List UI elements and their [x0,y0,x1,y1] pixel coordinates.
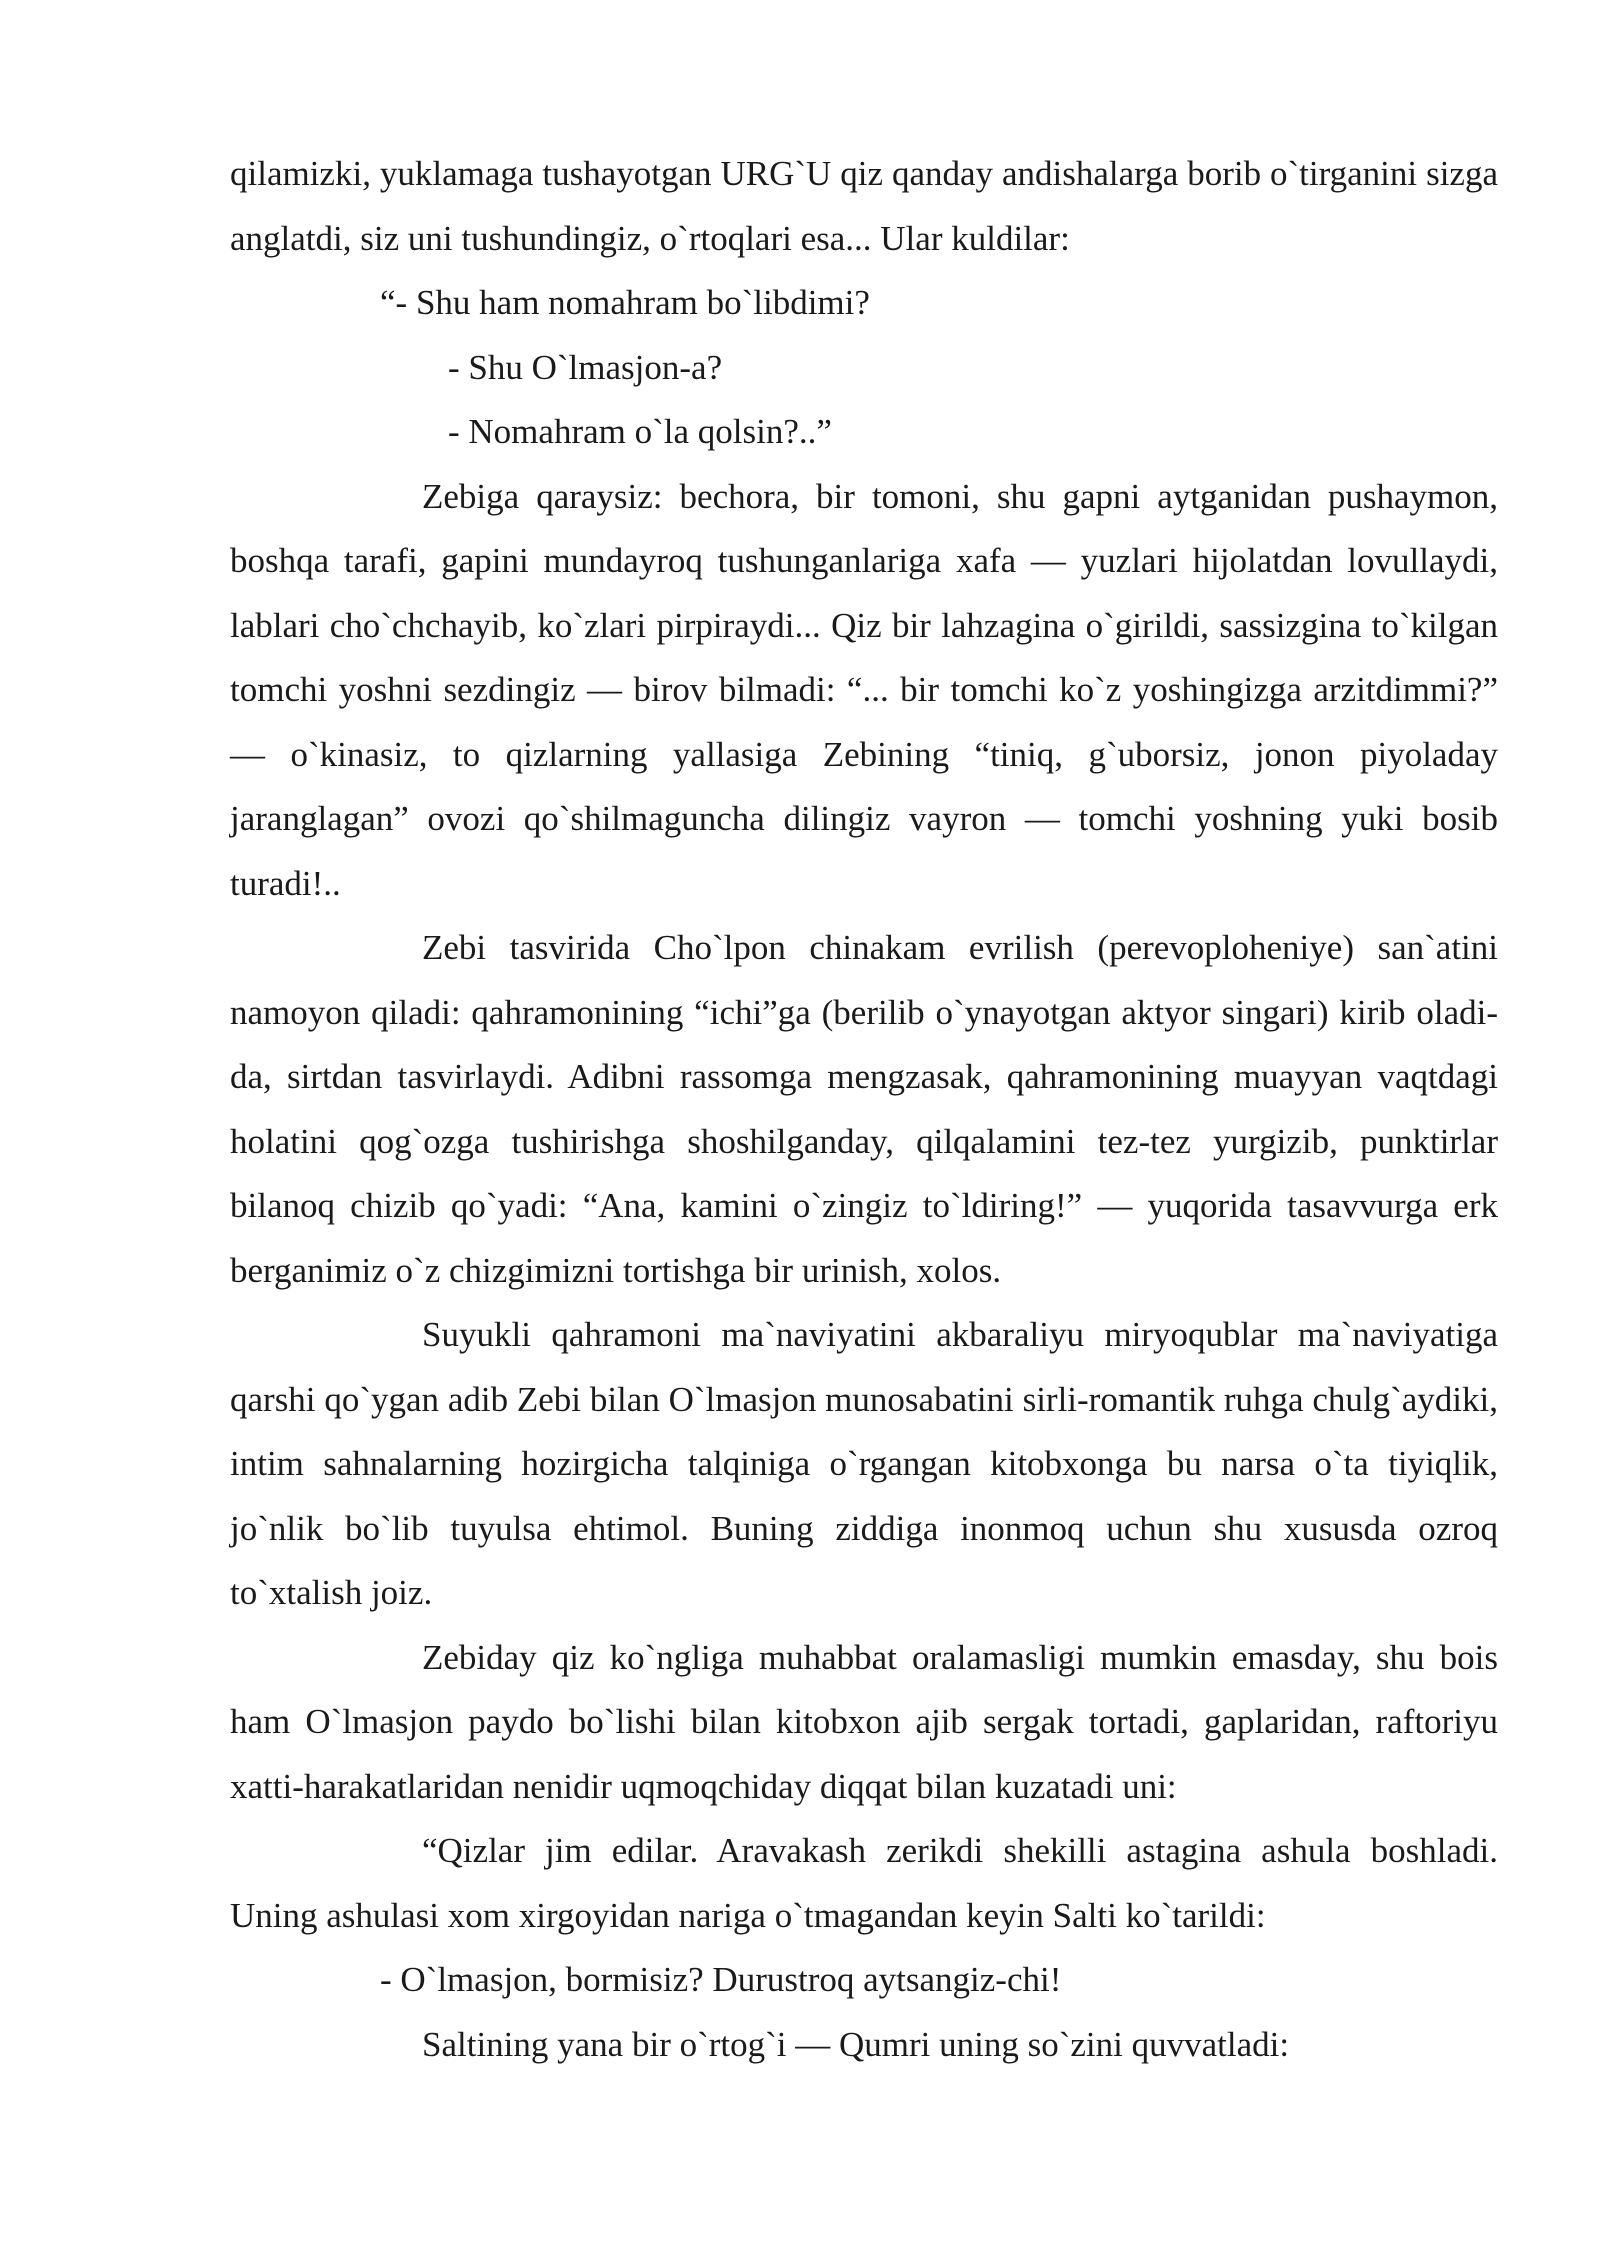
paragraph-1: qilamizki, yuklamaga tushayotgan URG`U qiz qanday andishalarga borib o`tirganini sizga anglatdi, siz uni tushundingiz, o`rtoqlari esa... Ular kuldilar: [230,154,1498,258]
quote-paragraph: “Qizlar jim edilar. Aravakash zerikdi shekilli astagina ashula boshladi. Uning ashulasi xom xirgoyidan nariga o`tmagandan keyin Salti ko`tarildi: [230,1831,1498,1935]
paragraph-4: Suyukli qahramoni ma`naviyatini akbaraliyu miryoqublar ma`naviyatiga qarshi qo`ygan adib Zebi bilan O`lmasjon munosabatini sirli-romantik ruhga chulg`aydiki, intim sahnalarning hozirgicha talqiniga o`rgangan kitobxonga bu narsa o`ta tiyiqlik, jo`nlik bo`lib tuyulsa ehtimol. Buning ziddiga inonmoq uchun shu xususda ozroq to`xtalish joiz. [230,1315,1498,1612]
dialogue-line-4: - O`lmasjon, bormisiz? Durustroq aytsangiz-chi! [380,1960,1062,1999]
document-text [230,142,1498,2077]
paragraph-2: Zebiga qaraysiz: bechora, bir tomoni, shu gapni aytganidan pushaymon, boshqa tarafi, gapini mundayroq tushunganlariga xafa — yuzlari hijolatdan lovullaydi, lablari cho`chchayib, ko`zlari pirpiraydi... Qiz bir lahzagina o`girildi, sassizgina to`kilgan tomchi yoshni sezdingiz — birov bilmadi: “... bir tomchi ko`z yoshingizga arzitdimmi?” — o`kinasiz, to qizlarning yallasiga Zebining “tiniq, g`uborsiz, jonon piyoladay jaranglagan” ovozi qo`shilmaguncha dilingiz vayron — tomchi yoshning yuki bosib turadi!.. [230,476,1498,903]
dialogue-line-3: - Nomahram o`la qolsin?..” [448,412,832,451]
dialogue-line-2: - Shu O`lmasjon-a? [448,347,723,387]
paragraph-6: Saltining yana bir o`rtog`i — Qumri uning so`zini quvvatladi: [422,2024,1290,2064]
dialogue-line-1: “- Shu ham nomahram bo`libdimi? [380,283,870,322]
paragraph-3: Zebi tasvirida Cho`lpon chinakam evrilish (perevoploheniye) san`atini namoyon qiladi: qahramonining “ichi”ga (berilib o`ynayotgan aktyor singari) kirib oladi-da, sirtdan tasvirlaydi. Adibni rassomga mengzasak, qahramonining muayyan vaqtdagi holatini qog`ozga tushirishga shoshilganday, qilqalamini tez-tez yurgizib, punktirlar bilanoq chizib qo`yadi: “Ana, kamini o`zingiz to`ldiring!” — yuqorida tasavvurga erk berganimiz o`z chizgimizni tortishga bir urinish, xolos. [230,928,1498,1290]
paragraph-5: Zebiday qiz ko`ngliga muhabbat oralamasligi mumkin emasday, shu bois ham O`lmasjon paydo bo`lishi bilan kitobxon ajib sergak tortadi, gaplaridan, raftoriyu xatti-harakatlaridan nenidir uqmoqchiday diqqat bilan kuzatadi uni: [230,1637,1498,1806]
